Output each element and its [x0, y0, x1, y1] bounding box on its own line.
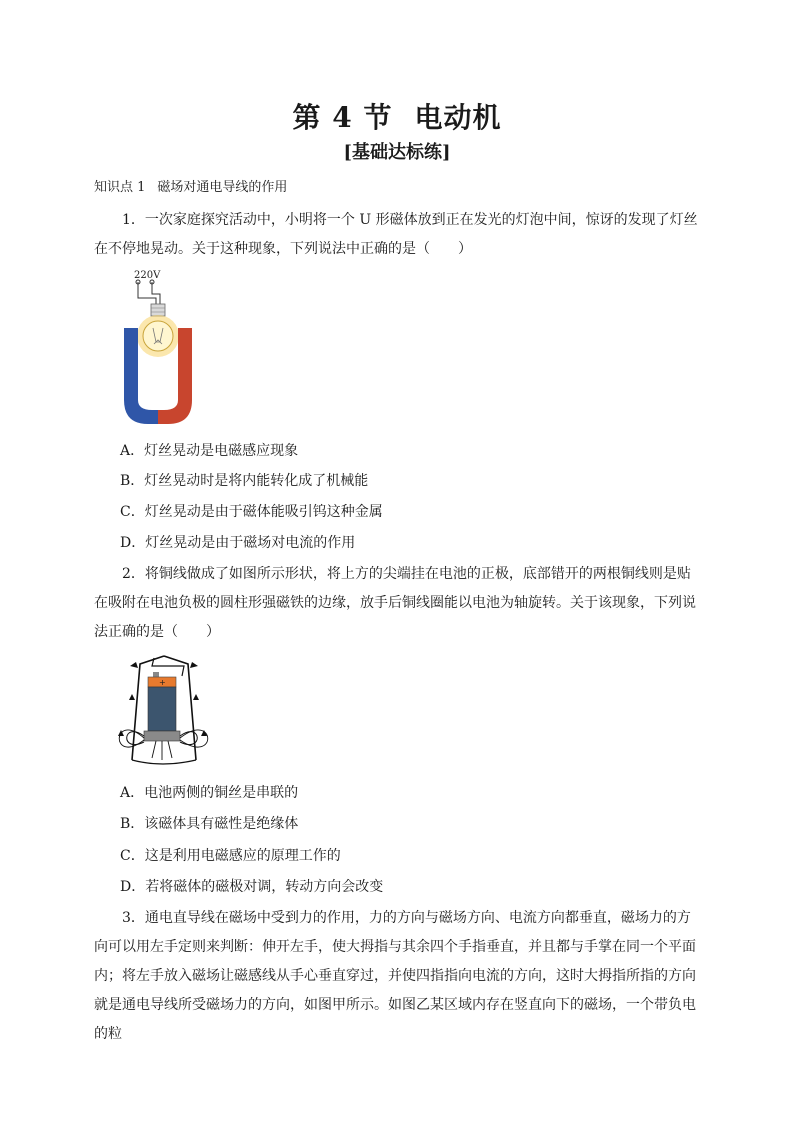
question-3-text: 3．通电直导线在磁场中受到力的作用，力的方向与磁场方向、电流方向都垂直，磁场力的方向可以用左手定则来判断：伸开左手，使大拇指与其余四个手指垂直，并且都与手掌在同一个平面内；将左手放入磁场让磁感线从手心垂直穿过，并使四指指向电流的方向，这时大拇指所指的方向就是通电导线所受磁场力的方向，如图甲所示。如图乙某区域内存在竖直向下的磁场，一个带负电的粒: [94, 910, 696, 1042]
svg-text:+: +: [159, 678, 166, 687]
q1-option-b: B．灯丝晃动时是将内能转化成了机械能: [120, 473, 369, 489]
knowledge-point-label: 知识点 1: [94, 180, 146, 195]
page-title: [0, 96, 794, 136]
voltage-label: 220V: [134, 270, 161, 281]
homopolar-motor-figure: [112, 650, 216, 770]
knowledge-point-heading: [94, 176, 287, 195]
q2-option-a: A．电池两侧的铜丝是串联的: [120, 785, 299, 801]
q1-option-a: A．灯丝晃动是电磁感应现象: [120, 443, 299, 459]
title-section-number: 第 4 节: [292, 101, 393, 134]
knowledge-point-title: 磁场对通电导线的作用: [157, 180, 288, 195]
page-subtitle: [基础达标练]: [343, 142, 451, 163]
question-2-text: 2．将铜线做成了如图所示形状，将上方的尖端挂在电池的正极，底部错开的两根铜线则是贴在吸附在电池负极的圆柱形强磁铁的边缘，放手后铜线圈能以电池为轴旋转。关于该现象，下列说法正确的是（ ）: [94, 566, 696, 640]
q1-option-c: C．灯丝晃动是由于磁体能吸引钨这种金属: [120, 504, 383, 520]
q2-option-b: B．该磁体具有磁性是绝缘体: [120, 816, 299, 832]
q2-option-c: C．这是利用电磁感应的原理工作的: [120, 848, 341, 864]
title-topic: 电动机: [414, 101, 502, 134]
u-magnet-bulb-figure: [118, 264, 208, 430]
q1-option-d: D．灯丝晃动是由于磁场对电流的作用: [120, 535, 356, 551]
question-1-text: 1．一次家庭探究活动中，小明将一个 U 形磁体放到正在发光的灯泡中间，惊讶的发现了灯丝在不停地晃动。关于这种现象，下列说法中正确的是（ ）: [94, 212, 698, 257]
q2-option-d: D．若将磁体的磁极对调，转动方向会改变: [120, 879, 384, 895]
